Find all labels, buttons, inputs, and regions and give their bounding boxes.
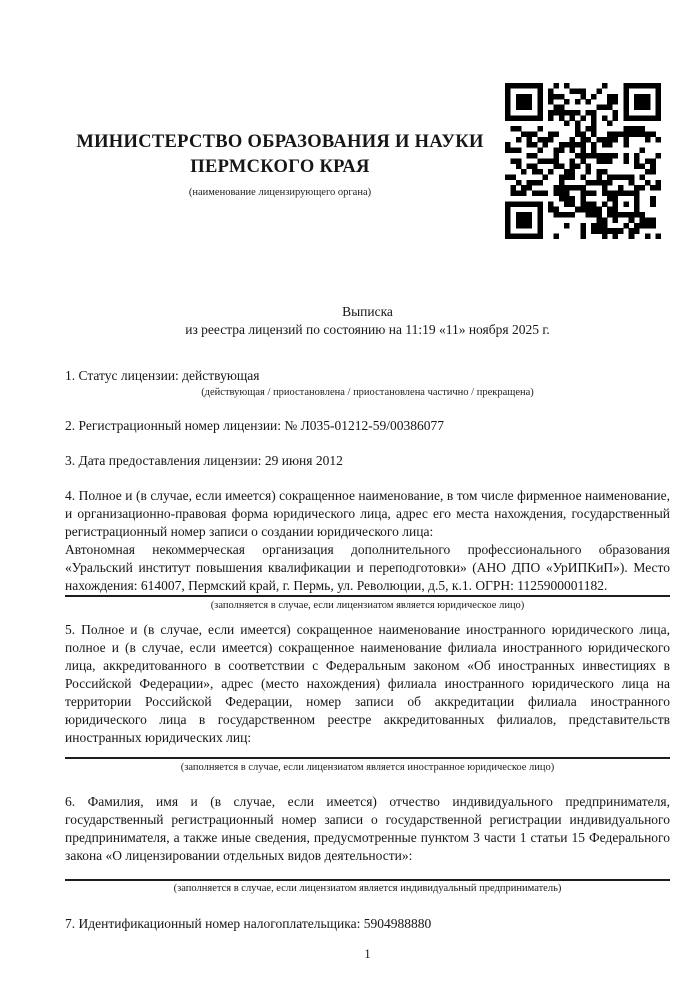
qr-code-icon xyxy=(505,83,661,239)
document-body xyxy=(65,303,670,962)
foreign-entity-note: (заполняется в случае, если лицензиатом является иностранное юридическое лицо) xyxy=(180,762,555,773)
license-grant-date-line: 3. Дата предоставления лицензии: 29 июня 2012 xyxy=(65,453,343,468)
ministry-name-line1: МИНИСТЕРСТВО ОБРАЗОВАНИЯ И НАУКИ xyxy=(76,132,484,152)
foreign-entity-empty-field-line xyxy=(65,757,670,759)
entrepreneur-empty-field-line xyxy=(65,879,670,881)
legal-entity-note: (заполняется в случае, если лицензиатом является юридическое лицо) xyxy=(210,600,525,611)
taxpayer-id-line: 7. Идентификационный номер налогоплательщика: 5904988880 xyxy=(65,916,432,931)
ministry-name-line2: ПЕРМСКОГО КРАЯ xyxy=(190,157,370,177)
status-options-note: (действующая / приостановлена / приостановлена частично / прекращена) xyxy=(201,387,534,398)
legal-entity-label: 4. Полное и (в случае, если имеется) сокращенное наименование, в том числе фирменное наименование, и организационно-правовая форма юридического лица, адрес его места нахождения, государственный регистрационный номер записи о создании юридического лица: xyxy=(65,488,670,539)
page-number: 1 xyxy=(364,947,371,961)
legal-entity-value: Автономная некоммерческая организация дополнительного профессионального образования «Уральский институт повышения квалификации и переподготовки» (АНО ДПО «УрИПКиП»). Место нахождения: 614007, Пермский край, г. Пермь, ул. Революции, д.5, к.1. ОГРН: 1125900001182. xyxy=(65,541,670,597)
registration-number-line: 2. Регистрационный номер лицензии: № Л035-01212-59/00386077 xyxy=(65,418,445,433)
foreign-entity-label: 5. Полное и (в случае, если имеется) сокращенное наименование иностранного юридического лица, полное и (в случае, если имеется) сокращенное наименование филиала иностранного юридического лица, аккредитованного в соответствии с Федеральным законом «Об иностранных инвестициях в Российской Федерации», адрес (место нахождения) филиала иностранного юридического лица на территории Российской Федерации, номер записи об аккредитации филиала иностранного юридического лица в государственном реестре аккредитованных филиалов, представительств иностранных юридических лиц: xyxy=(65,622,670,745)
licensing-authority-note: (наименование лицензирующего органа) xyxy=(188,187,372,198)
document-title xyxy=(65,303,670,339)
entrepreneur-note: (заполняется в случае, если лицензиатом является индивидуальный предприниматель) xyxy=(173,883,562,894)
document-title-line2: из реестра лицензий по состоянию на 11:19 «11» ноября 2025 г. xyxy=(185,322,550,337)
entrepreneur-label: 6. Фамилия, имя и (в случае, если имеется) отчество индивидуального предпринимателя, государственный регистрационный номер записи о государственной регистрации индивидуального предпринимателя, а также иные сведения, предусмотренные пунктом 3 части 1 статьи 15 Федерального закона «О лицензировании отдельных видов деятельности»: xyxy=(65,794,670,863)
ministry-header xyxy=(65,130,495,199)
document-title-line1: Выписка xyxy=(342,304,393,319)
license-status-line: 1. Статус лицензии: действующая xyxy=(65,368,260,383)
